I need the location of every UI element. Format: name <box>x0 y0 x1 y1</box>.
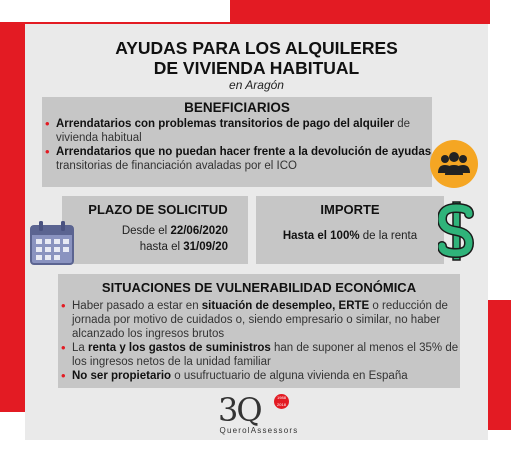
title-line-2: DE VIVIENDA HABITUAL <box>153 58 360 78</box>
plazo-from-date: 22/06/2020 <box>170 225 228 237</box>
importe-amount <box>256 230 444 242</box>
importe-panel <box>256 196 444 264</box>
beneficiarios-heading: BENEFICIARIOS <box>184 100 290 115</box>
beneficiarios-list <box>42 117 432 173</box>
logo-mark: 3Q <box>218 391 261 429</box>
beneficiarios-panel <box>42 97 432 187</box>
dollar-icon <box>438 200 474 267</box>
situaciones-heading: SITUACIONES DE VULNERABILIDAD ECONÓMICA <box>101 280 417 295</box>
importe-amount-bold: Hasta el 100% <box>282 230 360 242</box>
people-icon <box>430 140 478 188</box>
list-item <box>58 369 460 383</box>
plazo-panel <box>62 196 248 264</box>
importe-heading: IMPORTE <box>320 202 380 217</box>
plazo-heading: PLAZO DE SOLICITUD <box>88 202 228 217</box>
calendar-icon <box>27 218 77 271</box>
list-item-bold: renta y los gastos de suministros <box>88 342 271 354</box>
list-item <box>42 145 432 173</box>
logo-badge: 1988 2018 <box>274 394 289 409</box>
list-item-text: Haber pasado a estar en <box>72 300 202 312</box>
list-item-text: han de suponer al menos el 35% de los ingresos netos de la unidad familiar <box>72 342 459 368</box>
list-item-bold: situación de desempleo, ERTE <box>201 300 370 312</box>
red-background-strip <box>230 0 490 24</box>
subtitle: en Aragón <box>229 78 284 92</box>
list-item <box>42 117 432 145</box>
list-item-bold: Arrendatarios que no puedan hacer frente a la devolución de ayudas <box>56 146 432 158</box>
list-item-text: o reducción de jornada por motivo de cuidados o, siendo empresario o similar, no haber alcanzado los ingresos brutos <box>72 300 448 340</box>
plazo-from <box>62 223 248 239</box>
page-title <box>25 38 488 78</box>
plazo-from-label: Desde el <box>121 225 171 237</box>
list-item <box>58 299 460 341</box>
list-item-text: La <box>72 342 88 354</box>
company-logo <box>204 391 314 449</box>
situaciones-list <box>58 299 460 383</box>
list-item <box>58 341 460 369</box>
title-line-1: AYUDAS PARA LOS ALQUILERES <box>115 38 398 58</box>
logo-name: QuerolAssessors <box>219 426 299 435</box>
list-item-text: o usufructuario de alguna vivienda en España <box>171 370 408 382</box>
list-item-bold: Arrendatarios con problemas transitorios de pago del alquiler <box>56 118 395 130</box>
list-item-bold: No ser propietario <box>72 370 172 382</box>
situaciones-panel <box>58 274 460 388</box>
importe-amount-text: de la renta <box>359 230 418 242</box>
list-item-text: transitorias de financiación avaladas por el ICO <box>56 160 297 172</box>
plazo-to-date: 31/09/20 <box>183 241 228 253</box>
list-item-text: de vivienda habitual <box>56 118 411 144</box>
plazo-to-label: hasta el <box>139 241 184 253</box>
plazo-to <box>62 239 248 255</box>
